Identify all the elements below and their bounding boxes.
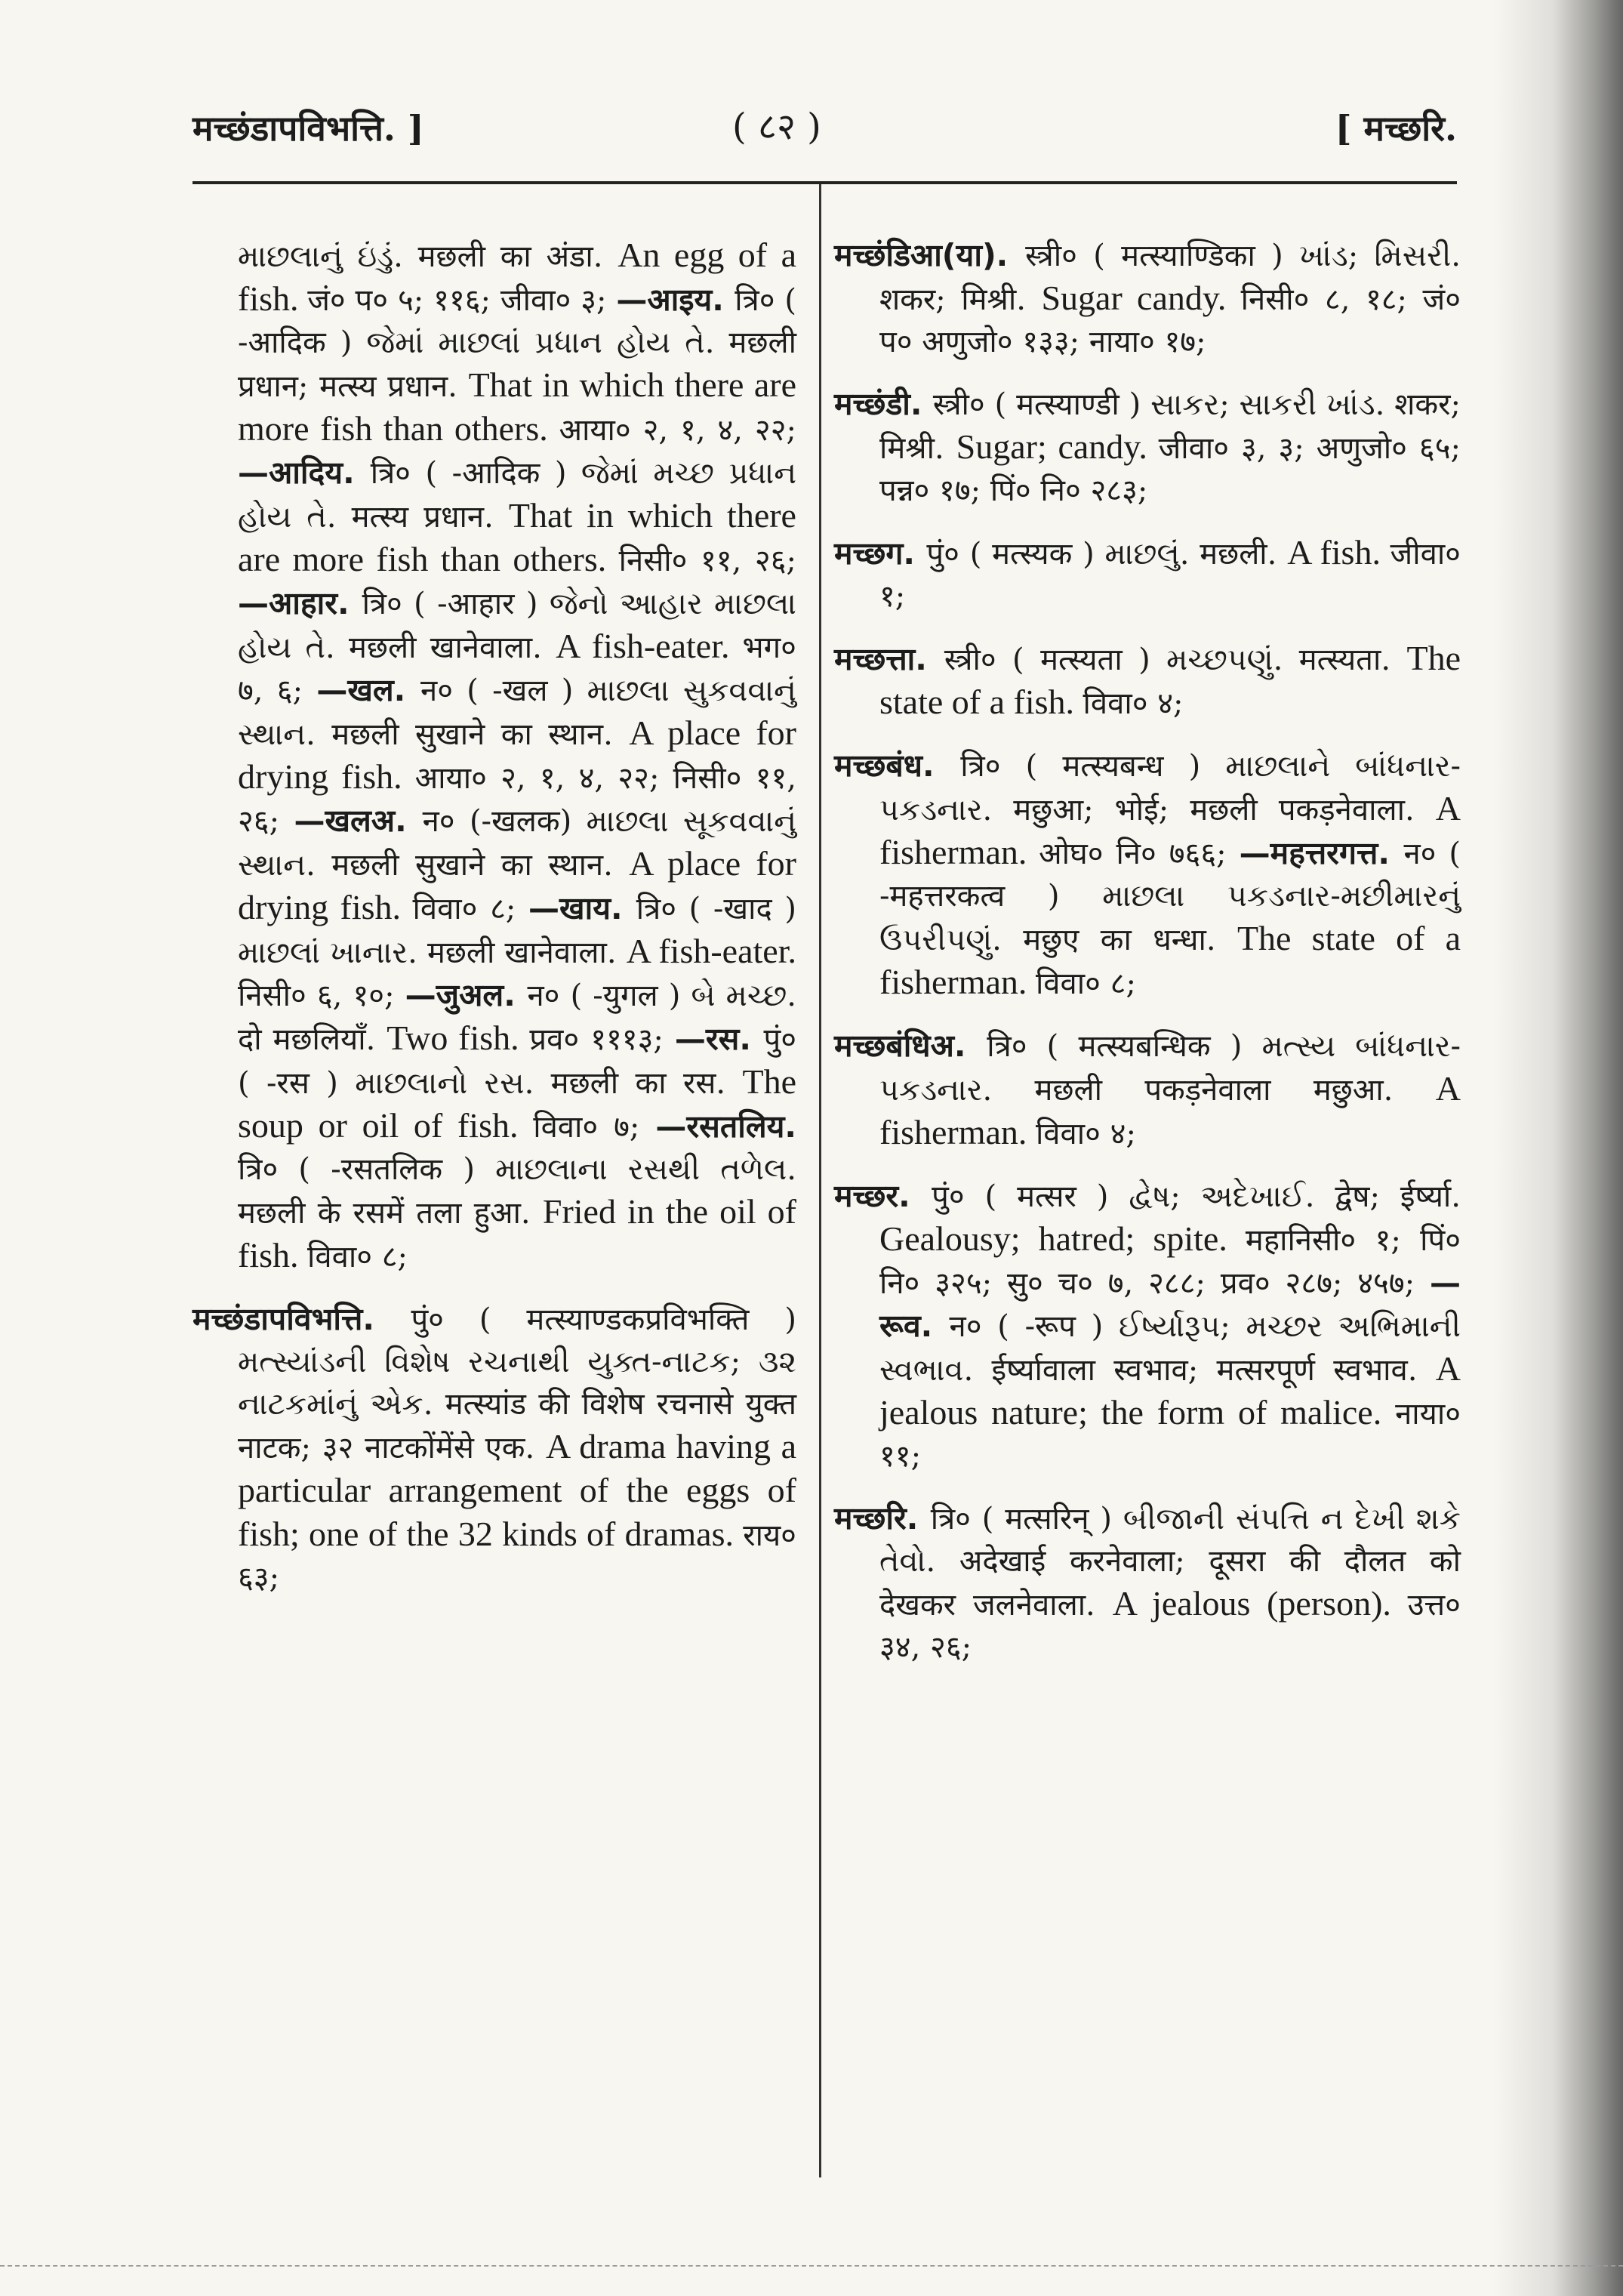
- column-divider: [819, 184, 821, 2177]
- gloss-text: त्रि० ( -आदिक ) જેમાં મચ્છ પ્રધાન હોય તે. मत्स्य प्रधान.: [238, 456, 796, 535]
- bottom-edge-rule: [0, 2265, 1623, 2267]
- gloss-text: न० (-खलक) માછલા સૂકવવાનું સ્થાન. मछली सुखाने का स्थान.: [238, 804, 797, 883]
- english-gloss: That in which there are more fish than others.: [238, 365, 797, 448]
- dictionary-entry: [834, 1497, 1461, 1669]
- dictionary-entry: [834, 744, 1461, 1005]
- headword: मच्छंडी.: [834, 386, 933, 422]
- headword: —आइय.: [616, 282, 735, 318]
- gloss-text: विवा० ४;: [1035, 1117, 1136, 1151]
- english-gloss: A fish.: [1287, 533, 1390, 572]
- gloss-text: न० ( -रूप ) ઈર્ષ્યારૂપ; મચ્છર અભિમાની સ્વભાવ. ईर्ष्यावाला स्वभाव; मत्सरपूर्ण स्वभाव.: [879, 1309, 1461, 1388]
- english-gloss: That in which there are more fish than others.: [238, 496, 796, 578]
- headword: —खाय.: [528, 890, 636, 926]
- headword: मच्छंडापविभत्ति.: [192, 1301, 411, 1337]
- gloss-text: विवा० ४;: [1083, 686, 1184, 721]
- gloss-text: न० ( -खल ) માછલા સુકવવાનું સ્થાન. मछली सुखाने का स्थान.: [238, 673, 796, 752]
- headword: मच्छंडिआ(या).: [834, 237, 1026, 273]
- gloss-text: पुं० ( मत्सर ) દ્વેષ; અદેખાઈ. द्वेष; ईर्ष्या.: [932, 1179, 1461, 1214]
- gloss-text: आया० २, १, ४, २२; निसी० ११, २६;: [238, 761, 796, 839]
- english-gloss: Sugar candy.: [1041, 279, 1241, 317]
- gloss-text: त्रि० ( -खाद ) માછલાં ખાનાર. मछली खानेवाला.: [238, 892, 796, 970]
- gloss-text: त्रि० ( -आहार ) જેનો આહાર માછલા હોય તે. मछली खानेवाला.: [238, 587, 796, 665]
- dictionary-entry: [834, 637, 1461, 725]
- gloss-text: पुं० ( मत्स्याण्डकप्रविभक्ति ) મત્સ્યાંડની વિશેષ રચનાથી યુક્ત-નાટક; ૩૨ નાટકમાંનું એક. मत्स्यांड की विशेष रचनासे युक्त नाटक; ३२ नाटकोंमेंसे एक.: [238, 1302, 796, 1465]
- english-gloss: Gealousy; hatred; spite.: [879, 1219, 1246, 1258]
- gloss-text: निसी० ८, १८; जं० प० अणुजो० १३३; नाया० १७;: [879, 282, 1461, 359]
- headword: —रूव.: [879, 1265, 1461, 1344]
- gloss-text: માછલાનું ઇંડું. मछली का अंडा.: [238, 239, 618, 274]
- english-gloss: The state of a fish.: [879, 639, 1461, 721]
- gloss-text: त्रि० ( मत्सरिन् ) બીજાની સંપત્તિ ન દેખી શકે તેવો. अदेखाई करनेवाला; दूसरा की दौलत को देखकर जलनेवाला.: [879, 1502, 1461, 1623]
- gloss-text: विवा० ८;: [1035, 966, 1136, 1001]
- gloss-text: त्रि० ( मत्स्यबन्धिक ) મત્સ્ય બાંધનાર-પકડનાર. मछली पकड़नेवाला मछुआ.: [879, 1029, 1461, 1108]
- gloss-text: विवा० ८;: [412, 892, 529, 926]
- gloss-text: नाया० ११;: [879, 1397, 1461, 1474]
- gloss-text: विवा० ७;: [533, 1110, 656, 1145]
- right-column: [834, 234, 1461, 1688]
- english-gloss: A jealous (person).: [1112, 1584, 1408, 1623]
- left-column: [192, 234, 796, 1619]
- english-gloss: Sugar; candy.: [956, 427, 1159, 466]
- dictionary-entry: [192, 1298, 796, 1599]
- headword: —महत्तरगत्त.: [1239, 835, 1404, 871]
- page-edge-shadow: [1495, 0, 1623, 2296]
- english-gloss: Fried in the oil of fish.: [238, 1192, 796, 1274]
- headword: —आहार.: [238, 585, 362, 621]
- gloss-text: राय० ६३;: [238, 1518, 796, 1595]
- english-gloss: A jealous nature; the form of malice.: [879, 1349, 1461, 1432]
- headword: —आदिय.: [238, 455, 371, 491]
- header-left-guideword: मच्छंडापविभत्ति. ]: [192, 108, 424, 149]
- gloss-text: स्त्री० ( मत्स्याण्डिका ) ખાંડ; મિસરી. शकर; मिश्री.: [879, 239, 1461, 317]
- gloss-text: भग० ७, ६;: [238, 630, 796, 708]
- gloss-text: त्रि० ( -रसतलिक ) માછલાના રસથી તળેલ. मछली के रसमें तला हुआ.: [238, 1152, 796, 1231]
- gloss-text: त्रि० ( मत्स्यबन्ध ) માછલાને બાંધનાર-પકડનાર. मछुआ; भोई; मछली पकड़नेवाला.: [879, 749, 1461, 827]
- gloss-text: निसी० ११, २६;: [618, 544, 796, 578]
- english-gloss: A fisherman.: [879, 789, 1461, 871]
- headword: मच्छबंध.: [834, 747, 961, 784]
- english-gloss: A fisherman.: [879, 1069, 1461, 1151]
- english-gloss: A place for drying fish.: [238, 713, 796, 796]
- english-gloss: The soup or oil of fish.: [238, 1062, 796, 1145]
- headword: —जुअल.: [405, 977, 528, 1013]
- dictionary-entry: [834, 383, 1461, 512]
- gloss-text: ओघ० नि० ७६६;: [1039, 837, 1240, 871]
- headword: —खलअ.: [294, 803, 423, 839]
- headword: मच्छत्ता.: [834, 641, 944, 677]
- headword: मच्छरि.: [834, 1500, 931, 1536]
- header-right-guideword: [ मच्छरि.: [1335, 108, 1457, 149]
- dictionary-entry: [834, 532, 1461, 618]
- english-gloss: A fish-eater.: [556, 627, 743, 665]
- header-rule: [192, 181, 1457, 184]
- headword: —रस.: [674, 1021, 764, 1057]
- gloss-text: स्त्री० ( मत्स्याण्डी ) સાકર; સાકરી ખાંડ. शकर; मिश्री.: [879, 387, 1461, 466]
- english-gloss: An egg of a fish.: [238, 236, 796, 318]
- gloss-text: जीवा० ३, ३; अणुजो० ६५; पन्न० १७; पिं० नि० २८३;: [879, 431, 1461, 508]
- gloss-text: उत्त० ३४, २६;: [879, 1588, 1461, 1665]
- gloss-text: जं० प० ५; ११६; जीवा० ३;: [307, 283, 617, 318]
- headword: मच्छग.: [834, 535, 927, 572]
- gloss-text: न० ( -युगल ) બે મચ્છ. दो मछलियाँ.: [238, 978, 796, 1057]
- gloss-text: विवा० ८;: [307, 1240, 408, 1274]
- page-header: [192, 98, 1457, 159]
- headword: मच्छर.: [834, 1178, 932, 1214]
- gloss-text: महानिसी० १; पिं० नि० ३२५; सु० च० ७, २८८; प्रव० २८७; ४५७;: [879, 1223, 1461, 1301]
- english-gloss: Two fish.: [387, 1019, 530, 1057]
- gloss-text: जीवा० १;: [879, 537, 1461, 614]
- dictionary-entry: [834, 1025, 1461, 1155]
- headword: मच्छबंधिअ.: [834, 1028, 987, 1064]
- gloss-text: पुं० ( मत्स्यक ) માછલું. मछली.: [926, 537, 1288, 572]
- gloss-text: निसी० ६, १०;: [238, 978, 405, 1013]
- english-gloss: A drama having a particular arrangement of the eggs of fish; one of the 32 kinds of dramas.: [238, 1427, 796, 1553]
- headword: —रसतलिय.: [655, 1108, 796, 1145]
- gloss-text: आया० २, १, ४, २२;: [559, 413, 796, 448]
- english-gloss: A fish-eater.: [626, 932, 796, 970]
- gloss-text: न० ( -महत्तरकत्व ) માછલા પકડનાર-મછીમારનું ઉપરીપણું. मछुए का धन्धा.: [879, 837, 1461, 957]
- dictionary-entry: [834, 1175, 1461, 1478]
- dictionary-entry: [834, 234, 1461, 363]
- gloss-text: प्रव० १११३;: [529, 1022, 675, 1057]
- gloss-text: त्रि० ( -आदिक ) જેમાં માછલાં પ્રધાન હોય તે. मछली प्रधान; मत्स्य प्रधान.: [238, 283, 797, 404]
- gloss-text: पुं० ( -रस ) માછલાનો રસ. मछली का रस.: [238, 1022, 796, 1101]
- gloss-text: स्त्री० ( मत्स्यता ) મચ્છપણું. मत्स्यता.: [944, 643, 1407, 677]
- english-gloss: The state of a fisherman.: [879, 919, 1461, 1001]
- headword: —खल.: [316, 672, 421, 708]
- english-gloss: A place for drying fish.: [238, 844, 796, 926]
- page-number: ( ८२ ): [732, 106, 821, 148]
- entry-continuation: [238, 234, 796, 1278]
